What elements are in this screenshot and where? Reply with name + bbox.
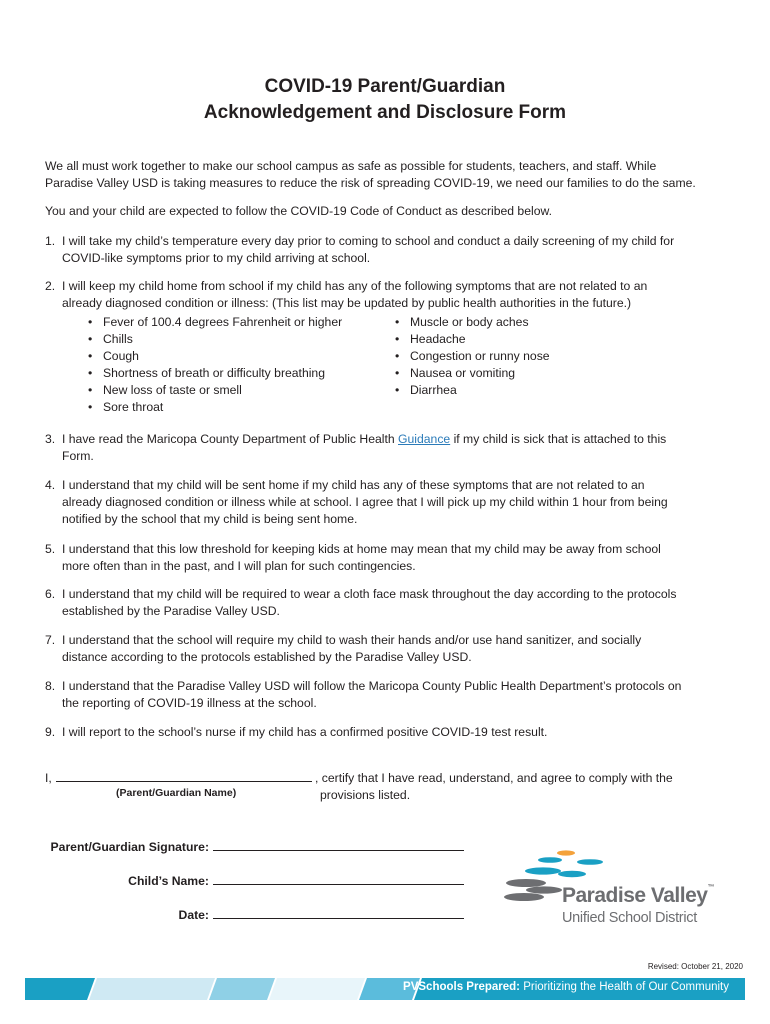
certify-prefix: I, (45, 771, 52, 785)
item-text: already diagnosed condition or illness: (This list may be updated by public health authorities in the future.) (62, 296, 632, 310)
item-text: I understand that the school will require my child to wash their hands and/or use hand sanitizer, and socially (62, 633, 642, 647)
item-text-segment: if my child is sick that is attached to this (450, 432, 667, 446)
signature-field[interactable] (213, 850, 464, 851)
footer-text (403, 981, 729, 993)
certify-line-1: , certify that I have read, understand, and agree to comply with the (315, 771, 673, 785)
child-name-field[interactable] (213, 884, 464, 885)
item-text: distance according to the protocols established by the Paradise Valley USD. (62, 650, 472, 664)
list-item-5 (45, 541, 735, 575)
signature-label: Parent/Guardian Signature: (50, 840, 209, 854)
item-text: already diagnosed condition or illness while at school. I agree that I will pick up my child within 1 hour from being (62, 495, 668, 509)
code-of-conduct-text: You and your child are expected to follow the COVID-19 Code of Conduct as described below. (45, 204, 552, 218)
item-number: 9. (45, 725, 56, 739)
symptom-item: • Shortness of breath or difficulty breathing (88, 365, 325, 382)
intro-line-2: Paradise Valley USD is taking measures to reduce the risk of spreading COVID-19, we need our families to do the same. (45, 176, 696, 190)
form-title-line2: Acknowledgement and Disclosure Form (203, 102, 567, 123)
intro-line-1: We all must work together to make our school campus as safe as possible for students, teachers, and staff. While (45, 159, 657, 173)
symptom-item: • Muscle or body aches (395, 314, 529, 331)
date-field[interactable] (213, 918, 464, 919)
item-text: the reporting of COVID-19 illness at the school. (62, 696, 317, 710)
parent-name-caption: (Parent/Guardian Name) (116, 787, 237, 799)
logo-name (562, 884, 714, 908)
footer-banner (25, 978, 745, 1000)
item-text: I will report to the school’s nurse if my child has a confirmed positive COVID-19 test result. (62, 725, 548, 739)
symptom-item: • New loss of taste or smell (88, 382, 242, 399)
list-item-8 (45, 678, 735, 712)
item-number: 3. (45, 432, 56, 446)
district-logo (500, 846, 730, 936)
list-item-9 (45, 724, 735, 741)
item-number: 1. (45, 234, 56, 248)
symptom-item: • Chills (88, 331, 133, 348)
item-text: I understand that the Paradise Valley USD will follow the Maricopa County Public Health Department’s protocols on (62, 679, 682, 693)
item-number: 4. (45, 478, 56, 492)
item-number: 2. (45, 279, 56, 293)
form-title-line1: COVID-19 Parent/Guardian (264, 76, 506, 97)
item-number: 5. (45, 542, 56, 556)
certify-line-2: provisions listed. (320, 788, 411, 802)
logo-name-text: Paradise Valley (562, 884, 708, 907)
logo-subtitle: Unified School District (562, 910, 697, 926)
symptom-item: • Diarrhea (395, 382, 457, 399)
item-text: established by the Paradise Valley USD. (62, 604, 280, 618)
item-text: I understand that my child will be sent home if my child has any of these symptoms that are not related to an (62, 478, 645, 492)
item-text (62, 431, 735, 448)
item-text: I understand that this low threshold for keeping kids at home may mean that my child may be away from school (62, 542, 661, 556)
list-item-7 (45, 632, 735, 666)
item-text: I will take my child’s temperature every day prior to coming to school and conduct a daily screening of my child for (62, 234, 675, 248)
footer-tagline: Prioritizing the Health of Our Community (520, 981, 729, 993)
guidance-link[interactable]: Guidance (398, 432, 451, 446)
item-number: 6. (45, 587, 56, 601)
item-text: notified by the school that my child is being sent home. (62, 512, 358, 526)
item-text: more often than in the past, and I will plan for such contingencies. (62, 559, 416, 573)
revised-date: Revised: October 21, 2020 (647, 962, 743, 971)
symptom-item: • Fever of 100.4 degrees Fahrenheit or higher (88, 314, 342, 331)
item-text: I understand that my child will be required to wear a cloth face mask throughout the day according to the protocols (62, 587, 677, 601)
logo-trademark: ™ (707, 884, 714, 891)
item-number: 7. (45, 633, 56, 647)
child-name-label: Child’s Name: (128, 874, 209, 888)
parent-name-field[interactable] (56, 781, 312, 782)
list-item-4 (45, 477, 735, 528)
date-label: Date: (178, 908, 209, 922)
list-item-3 (45, 431, 735, 465)
footer-bold-text: PVSchools Prepared: (403, 981, 520, 993)
symptom-item: • Headache (395, 331, 466, 348)
symptom-item: • Cough (88, 348, 139, 365)
intro-paragraph (45, 158, 735, 192)
symptom-item: • Sore throat (88, 399, 163, 416)
symptom-item: • Nausea or vomiting (395, 365, 515, 382)
item-number: 8. (45, 679, 56, 693)
symptom-item: • Congestion or runny nose (395, 348, 550, 365)
item-text: I will keep my child home from school if my child has any of the following symptoms that are not related to an (62, 279, 648, 293)
item-text: COVID-like symptoms prior to my child arriving at school. (62, 251, 371, 265)
item-text: Form. (62, 449, 94, 463)
list-item-1 (45, 233, 735, 267)
list-item-2 (45, 278, 735, 312)
item-text-segment: I have read the Maricopa County Department of Public Health (62, 432, 399, 446)
list-item-6 (45, 586, 735, 620)
